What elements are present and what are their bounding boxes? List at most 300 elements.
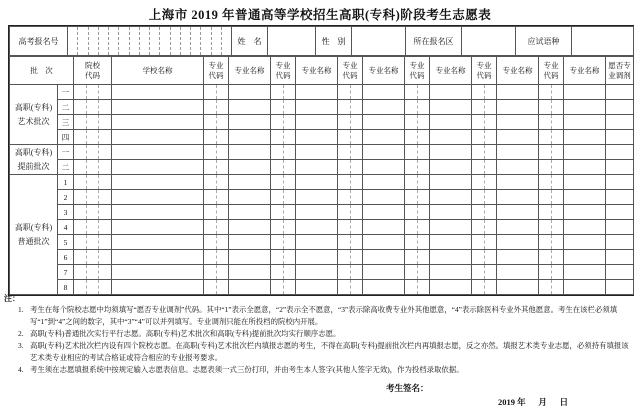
code-digit-box [551, 145, 564, 159]
major-name-cell [296, 220, 338, 235]
major-code-header: 专业 代码 [338, 57, 363, 85]
major-name-cell [564, 160, 606, 175]
major-code-cell [271, 235, 296, 250]
school-name-cell [112, 175, 204, 190]
major-name-cell [564, 115, 606, 130]
code-digit-box [98, 250, 111, 264]
major-name-cell [229, 220, 271, 235]
major-code-cell [539, 115, 564, 130]
school-name-cell [112, 100, 204, 115]
school-name-cell [112, 265, 204, 280]
major-name-cell [363, 205, 405, 220]
major-code-cell [271, 175, 296, 190]
code-digit-box [204, 220, 216, 234]
major-code-cell [204, 220, 229, 235]
major-code-cell [338, 265, 363, 280]
code-digit-box [551, 100, 564, 114]
code-digit-box [539, 145, 551, 159]
code-digit-box [74, 190, 86, 204]
code-digit-box [204, 250, 216, 264]
code-digit-box [551, 205, 564, 219]
major-name-cell [430, 235, 472, 250]
code-digit-box [271, 190, 283, 204]
code-digit-box [86, 130, 99, 144]
code-digit-box [204, 175, 216, 189]
volunteer-row [10, 100, 634, 115]
code-digit-box [551, 160, 564, 174]
code-digit-box [98, 175, 111, 189]
major-name-cell [296, 265, 338, 280]
major-name-cell [497, 190, 539, 205]
code-digit-box [271, 280, 283, 294]
major-code-cell [338, 130, 363, 145]
volunteer-row [10, 235, 634, 250]
code-digit-box [417, 115, 430, 129]
code-digit-box [216, 160, 229, 174]
info-row [10, 27, 634, 56]
code-digit-box [551, 235, 564, 249]
code-digit-box [484, 265, 497, 279]
major-name-cell [564, 205, 606, 220]
major-name-cell [296, 205, 338, 220]
major-code-cell [539, 100, 564, 115]
row-number: 5 [58, 235, 74, 250]
major-name-cell [363, 130, 405, 145]
code-digit-box [74, 235, 86, 249]
code-digit-box [472, 235, 484, 249]
volunteer-table [9, 56, 634, 295]
code-digit-box [338, 205, 350, 219]
major-name-cell [430, 85, 472, 100]
reg-no-digit-box [170, 27, 180, 55]
adjust-cell [606, 175, 634, 190]
code-digit-box [417, 85, 430, 99]
reg-no-digit-box [221, 27, 231, 55]
note-number: 3. [18, 341, 24, 350]
major-name-cell [363, 250, 405, 265]
district-label: 所在报名区 [406, 27, 462, 56]
major-code-cell [338, 250, 363, 265]
major-name-cell [296, 235, 338, 250]
college-code-cell [74, 145, 112, 160]
code-digit-box [216, 130, 229, 144]
code-digit-box [216, 100, 229, 114]
code-digit-box [484, 160, 497, 174]
code-digit-box [74, 220, 86, 234]
major-code-cell [539, 130, 564, 145]
major-name-cell [363, 115, 405, 130]
code-digit-box [539, 250, 551, 264]
note-number: 4. [18, 365, 24, 374]
code-digit-box [271, 145, 283, 159]
code-digit-box [283, 145, 296, 159]
major-code-header: 专业 代码 [405, 57, 430, 85]
code-digit-box [338, 235, 350, 249]
code-digit-box [74, 175, 86, 189]
code-digit-box [271, 250, 283, 264]
language-value [572, 27, 634, 56]
code-digit-box [551, 265, 564, 279]
school-name-header: 学校名称 [112, 57, 204, 85]
code-digit-box [204, 115, 216, 129]
reg-no-digit-box [190, 27, 200, 55]
note-text: 高职(专科)艺术批次栏内设有四个院校志愿。在高职(专科)艺术批次栏内填报志愿的考生，不得在高职(专科)提前批次栏内再填报志愿，反之亦然。填报艺术类专业志愿，必须持有填报该艺术类专业相应的考试合格证或符合相应的专业报考要求。 [30, 341, 629, 362]
major-code-cell [204, 85, 229, 100]
major-name-cell [430, 115, 472, 130]
code-digit-box [283, 85, 296, 99]
code-digit-box [86, 85, 99, 99]
major-code-cell [472, 235, 497, 250]
code-digit-box [271, 205, 283, 219]
code-digit-box [74, 100, 86, 114]
major-name-header: 专业名称 [296, 57, 338, 85]
code-digit-box [283, 265, 296, 279]
major-code-cell [204, 100, 229, 115]
code-digit-box [74, 130, 86, 144]
major-code-cell [472, 130, 497, 145]
major-name-cell [497, 160, 539, 175]
reg-no-label: 高考报名号 [10, 27, 68, 56]
major-code-cell [338, 85, 363, 100]
code-digit-box [86, 205, 99, 219]
reg-no-digit-box [88, 27, 98, 55]
code-digit-box [417, 145, 430, 159]
code-digit-box [86, 100, 99, 114]
note-number: 2. [18, 329, 24, 338]
code-digit-box [405, 265, 417, 279]
major-code-cell [204, 145, 229, 160]
row-number: 三 [58, 115, 74, 130]
major-name-cell [497, 265, 539, 280]
major-name-cell [430, 130, 472, 145]
volunteer-row [10, 145, 634, 160]
major-name-cell [497, 175, 539, 190]
adjust-cell [606, 265, 634, 280]
major-name-cell [497, 235, 539, 250]
code-digit-box [405, 130, 417, 144]
major-name-cell [497, 100, 539, 115]
row-number: 4 [58, 220, 74, 235]
major-code-cell [472, 160, 497, 175]
major-name-cell [363, 100, 405, 115]
code-digit-box [204, 205, 216, 219]
college-code-cell [74, 175, 112, 190]
major-name-cell [363, 175, 405, 190]
major-name-cell [564, 85, 606, 100]
major-name-cell [229, 100, 271, 115]
table-header-row [10, 57, 634, 85]
info-table [9, 26, 634, 56]
major-name-cell [229, 175, 271, 190]
major-code-cell [271, 220, 296, 235]
code-digit-box [472, 160, 484, 174]
major-name-cell [564, 190, 606, 205]
code-digit-box [283, 100, 296, 114]
major-code-cell [204, 175, 229, 190]
code-digit-box [350, 265, 363, 279]
major-name-cell [497, 250, 539, 265]
batch-label: 高职(专科) 普通批次 [10, 175, 58, 295]
major-name-cell [229, 190, 271, 205]
row-number: 二 [58, 160, 74, 175]
language-label: 应试语种 [516, 27, 572, 56]
code-digit-box [283, 235, 296, 249]
major-name-header: 专业名称 [564, 57, 606, 85]
major-name-cell [430, 205, 472, 220]
major-code-cell [539, 250, 564, 265]
code-digit-box [74, 250, 86, 264]
college-code-cell [74, 220, 112, 235]
major-code-cell [338, 190, 363, 205]
code-digit-box [74, 85, 86, 99]
code-digit-box [350, 115, 363, 129]
major-name-cell [430, 145, 472, 160]
college-code-cell [74, 130, 112, 145]
code-digit-box [338, 265, 350, 279]
code-digit-box [350, 190, 363, 204]
code-digit-box [86, 160, 99, 174]
major-name-cell [296, 85, 338, 100]
code-digit-box [539, 160, 551, 174]
adjust-cell [606, 220, 634, 235]
adjust-cell [606, 145, 634, 160]
code-digit-box [350, 205, 363, 219]
adjust-cell [606, 205, 634, 220]
adjust-header: 愿否专 业调剂 [606, 57, 634, 85]
code-digit-box [350, 175, 363, 189]
major-name-cell [497, 205, 539, 220]
major-code-cell [338, 115, 363, 130]
major-name-cell [564, 265, 606, 280]
school-name-cell [112, 115, 204, 130]
major-code-cell [539, 85, 564, 100]
code-digit-box [74, 280, 86, 294]
college-code-cell [74, 85, 112, 100]
major-name-cell [296, 160, 338, 175]
school-name-cell [112, 250, 204, 265]
code-digit-box [539, 115, 551, 129]
row-number: 3 [58, 205, 74, 220]
row-number: 四 [58, 130, 74, 145]
code-digit-box [98, 160, 111, 174]
reg-no-digit-box [159, 27, 169, 55]
major-code-cell [405, 85, 430, 100]
code-digit-box [405, 190, 417, 204]
code-digit-box [551, 85, 564, 99]
major-code-cell [204, 130, 229, 145]
code-digit-box [98, 145, 111, 159]
code-digit-box [271, 175, 283, 189]
code-digit-box [539, 280, 551, 294]
code-digit-box [472, 115, 484, 129]
reg-no-digit-box [149, 27, 159, 55]
major-name-header: 专业名称 [229, 57, 271, 85]
code-digit-box [86, 220, 99, 234]
code-digit-box [551, 115, 564, 129]
adjust-cell [606, 115, 634, 130]
major-code-cell [338, 235, 363, 250]
code-digit-box [86, 175, 99, 189]
major-code-cell [539, 205, 564, 220]
code-digit-box [350, 280, 363, 294]
code-digit-box [551, 250, 564, 264]
college-code-header: 院校 代码 [74, 57, 112, 85]
major-code-cell [405, 220, 430, 235]
reg-no-digit-box [180, 27, 190, 55]
code-digit-box [283, 205, 296, 219]
code-digit-box [417, 220, 430, 234]
major-name-cell [363, 160, 405, 175]
major-code-cell [472, 220, 497, 235]
code-digit-box [74, 145, 86, 159]
volunteer-row [10, 130, 634, 145]
major-name-cell [430, 175, 472, 190]
code-digit-box [204, 85, 216, 99]
major-code-cell [204, 160, 229, 175]
major-code-cell [472, 100, 497, 115]
college-code-cell [74, 160, 112, 175]
major-code-cell [338, 220, 363, 235]
code-digit-box [98, 130, 111, 144]
code-digit-box [86, 145, 99, 159]
adjust-cell [606, 235, 634, 250]
code-digit-box [271, 220, 283, 234]
school-name-cell [112, 220, 204, 235]
code-digit-box [484, 190, 497, 204]
row-number: 2 [58, 190, 74, 205]
major-name-cell [430, 190, 472, 205]
volunteer-row [10, 175, 634, 190]
code-digit-box [283, 175, 296, 189]
major-name-cell [363, 190, 405, 205]
code-digit-box [271, 265, 283, 279]
code-digit-box [216, 280, 229, 294]
major-code-cell [405, 250, 430, 265]
form-title: 上海市 2019 年普通高等学校招生高职(专科)阶段考生志愿表 [148, 8, 492, 22]
code-digit-box [98, 85, 111, 99]
code-digit-box [484, 85, 497, 99]
code-digit-box [86, 250, 99, 264]
district-value [462, 27, 516, 56]
college-code-cell [74, 250, 112, 265]
reg-no-digit-box [77, 27, 87, 55]
code-digit-box [98, 235, 111, 249]
major-code-cell [338, 145, 363, 160]
code-digit-box [98, 115, 111, 129]
major-name-cell [229, 85, 271, 100]
code-digit-box [405, 175, 417, 189]
school-name-cell [112, 160, 204, 175]
major-name-cell [296, 145, 338, 160]
school-name-cell [112, 130, 204, 145]
major-code-cell [405, 145, 430, 160]
major-code-cell [204, 115, 229, 130]
code-digit-box [338, 145, 350, 159]
code-digit-box [283, 280, 296, 294]
volunteer-row [10, 205, 634, 220]
code-digit-box [74, 265, 86, 279]
major-name-cell [497, 115, 539, 130]
code-digit-box [98, 220, 111, 234]
major-code-cell [204, 205, 229, 220]
major-name-cell [296, 175, 338, 190]
major-name-cell [296, 115, 338, 130]
notes-label: 注： [4, 294, 20, 303]
row-number: 6 [58, 250, 74, 265]
code-digit-box [338, 85, 350, 99]
code-digit-box [350, 85, 363, 99]
major-code-cell [539, 145, 564, 160]
major-code-cell [204, 190, 229, 205]
code-digit-box [405, 250, 417, 264]
row-number: 1 [58, 175, 74, 190]
batch-label: 高职(专科) 艺术批次 [10, 85, 58, 145]
reg-no-digit-box [211, 27, 221, 55]
code-digit-box [204, 280, 216, 294]
major-name-cell [430, 250, 472, 265]
reg-no-boxes [68, 27, 231, 55]
code-digit-box [472, 205, 484, 219]
code-digit-box [417, 130, 430, 144]
major-name-cell [229, 205, 271, 220]
code-digit-box [539, 205, 551, 219]
code-digit-box [539, 85, 551, 99]
code-digit-box [271, 160, 283, 174]
gender-label: 性 别 [316, 27, 352, 56]
code-digit-box [216, 220, 229, 234]
name-label: 姓 名 [232, 27, 268, 56]
code-digit-box [472, 190, 484, 204]
code-digit-box [539, 130, 551, 144]
major-code-cell [204, 265, 229, 280]
college-code-cell [74, 265, 112, 280]
reg-no-digit-box [108, 27, 118, 55]
volunteer-row [10, 85, 634, 100]
code-digit-box [484, 280, 497, 294]
major-name-cell [497, 145, 539, 160]
major-code-cell [405, 115, 430, 130]
major-name-cell [564, 220, 606, 235]
major-code-cell [539, 220, 564, 235]
reg-no-digit-box [139, 27, 149, 55]
signature-label: 考生签名： [386, 383, 429, 393]
code-digit-box [350, 220, 363, 234]
code-digit-box [283, 190, 296, 204]
gender-value [352, 27, 406, 56]
code-digit-box [98, 190, 111, 204]
notes-list [4, 304, 636, 376]
code-digit-box [338, 115, 350, 129]
code-digit-box [484, 175, 497, 189]
code-digit-box [271, 235, 283, 249]
major-code-cell [338, 205, 363, 220]
row-number: 二 [58, 100, 74, 115]
major-code-cell [472, 265, 497, 280]
code-digit-box [283, 115, 296, 129]
major-code-header: 专业 代码 [271, 57, 296, 85]
code-digit-box [98, 280, 111, 294]
code-digit-box [338, 100, 350, 114]
major-code-cell [405, 130, 430, 145]
code-digit-box [405, 115, 417, 129]
code-digit-box [204, 160, 216, 174]
major-name-cell [564, 235, 606, 250]
reg-no-digit-box [200, 27, 210, 55]
notes-section [4, 293, 636, 376]
code-digit-box [405, 85, 417, 99]
major-name-cell [363, 220, 405, 235]
code-digit-box [350, 145, 363, 159]
